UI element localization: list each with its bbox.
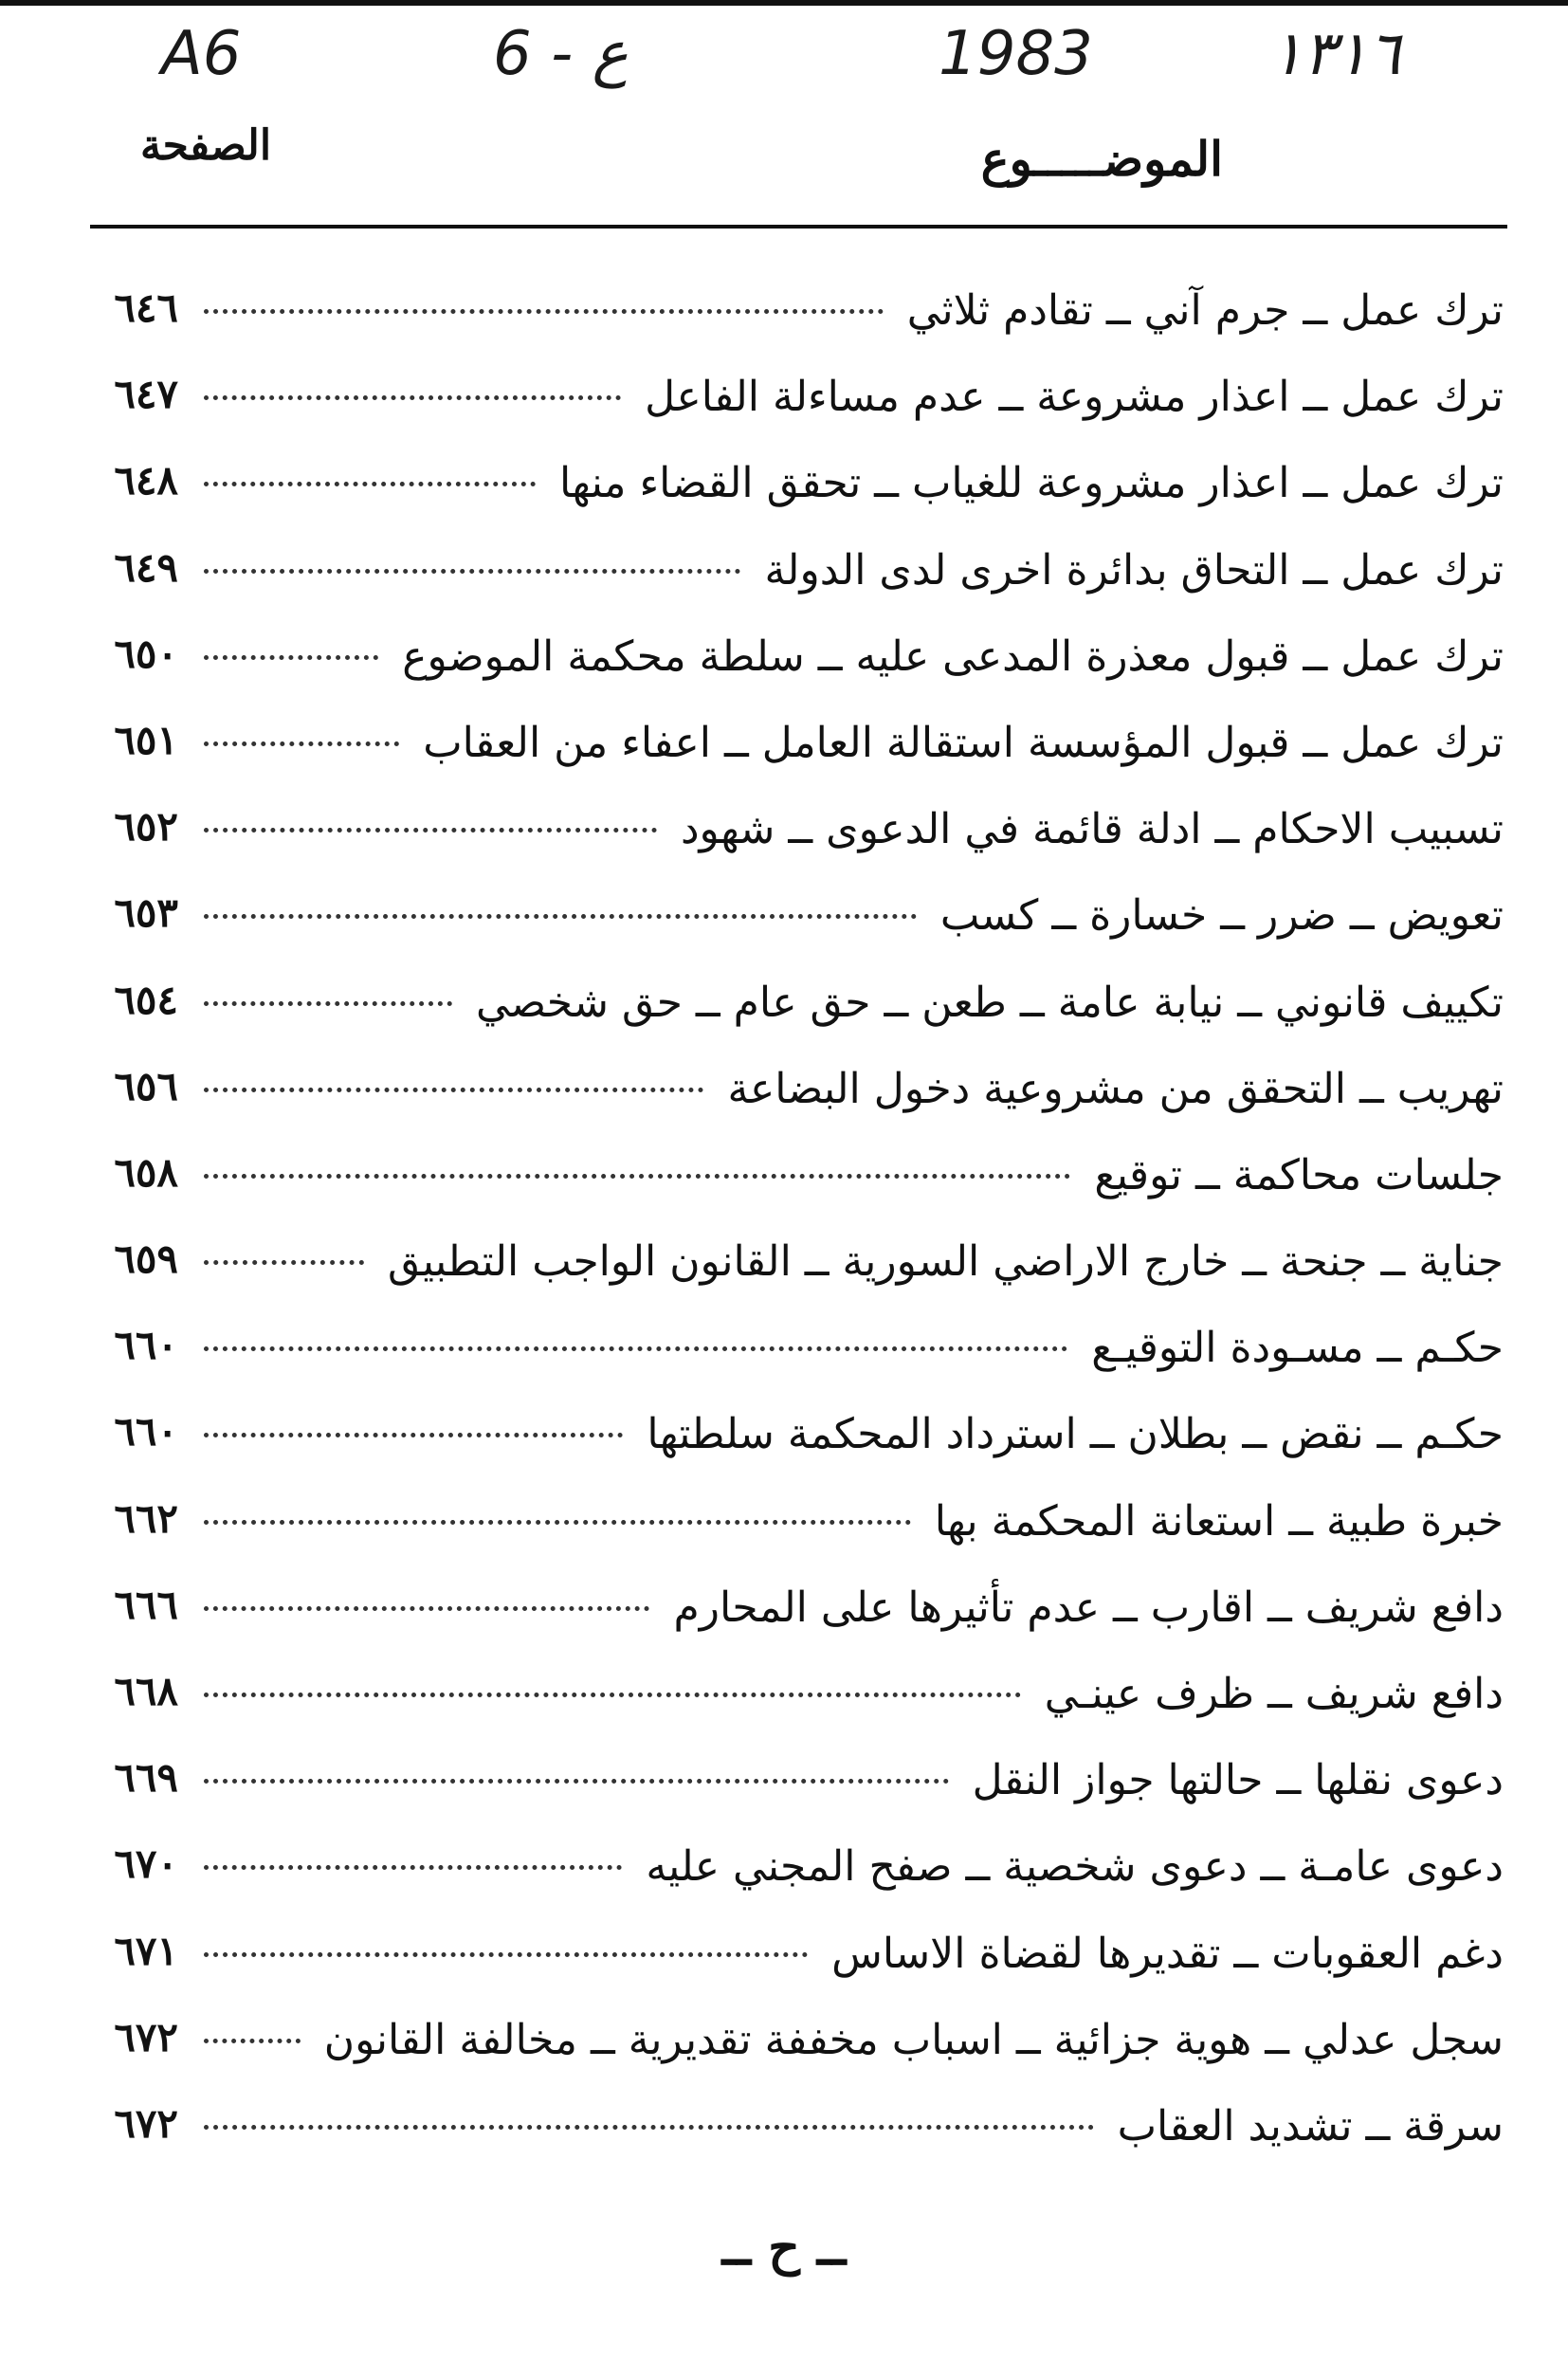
entry-page-number: ٦٤٧ [114,371,178,418]
entry-subject: ترك عمل ــ قبول معذرة المدعى عليه ــ سلطة محكمة الموضوع [402,631,1504,681]
dotted-leader [204,1253,364,1265]
dotted-leader [204,302,884,314]
dotted-leader [204,1858,622,1870]
index-entry-row [0,2091,1568,2177]
index-entry-row [0,794,1568,880]
entry-subject: خبرة طبية ــ استعانة المحكمة بها [934,1496,1504,1546]
entry-page-number: ٦٦٠ [114,1322,178,1369]
index-entry-row [0,361,1568,448]
entry-subject: جلسات محاكمة ــ توقيع [1094,1150,1504,1199]
index-entry-row [0,1745,1568,1831]
index-entry-row [0,275,1568,361]
table-header [133,114,1507,199]
index-entry-row [0,880,1568,966]
handwritten-note-4: ١٣١٦ [1270,19,1401,89]
entry-subject: ترك عمل ــ قبول المؤسسة استقالة العامل ــ اعفاء من العقاب [423,718,1504,767]
entry-page-number: ٦٥١ [114,716,178,763]
index-entry-row [0,1486,1568,1572]
entry-subject: دعوى عامـة ــ دعوى شخصية ــ صفح المجني عليه [646,1842,1504,1892]
page-column-heading: الصفحة [140,121,272,170]
index-entry-row [0,621,1568,707]
dotted-leader [204,1771,949,1784]
index-entry-list [0,275,1568,2177]
entry-page-number: ٦٦٨ [114,1668,178,1714]
entry-subject: ترك عمل ــ اعذار مشروعة للغياب ــ تحقق القضاء منها [558,459,1504,508]
index-entry-row [0,448,1568,534]
dotted-leader [204,2117,1094,2130]
dotted-leader [204,648,378,660]
entry-page-number: ٦٦٢ [114,1494,178,1542]
top-border-line [0,0,1568,6]
index-entry-row [0,1312,1568,1399]
dotted-leader [204,994,452,1006]
index-entry-row [0,967,1568,1053]
entry-page-number: ٦٥٩ [114,1235,178,1283]
entry-page-number: ٦٦٦ [114,1581,178,1628]
dotted-leader [204,388,621,400]
index-entry-row [0,2004,1568,2091]
entry-page-number: ٦٥٠ [114,630,178,677]
entry-subject: دافع شريف ــ اقارب ــ عدم تأثيرها على المحارم [673,1583,1504,1632]
entry-subject: دافع شريف ــ ظرف عينـي [1044,1670,1504,1718]
index-entry-row [0,1918,1568,2004]
entry-page-number: ٦٤٨ [114,457,178,504]
dotted-leader [204,906,917,919]
dotted-leader [204,1685,1021,1697]
dotted-leader [204,1425,623,1437]
index-entry-row [0,1226,1568,1312]
dotted-leader [204,1339,1067,1351]
dotted-leader [204,1166,1070,1179]
entry-page-number: ٦٥٢ [114,803,178,851]
entry-subject: سرقة ــ تشديد العقاب [1117,2101,1504,2151]
entry-subject: حكـم ــ مسـودة التوقيـع [1091,1324,1504,1373]
subject-column-heading: الموضـــــوع [980,131,1223,187]
entry-subject: دغم العقوبات ــ تقديرها لقضاة الاساس [831,1929,1504,1978]
entry-subject: ترك عمل ــ جرم آني ــ تقادم ثلاثي [906,286,1504,335]
dotted-leader [204,1945,808,1957]
entry-subject: تكييف قانوني ــ نيابة عامة ــ طعن ــ حق عام ــ حق شخصي [475,978,1504,1027]
entry-page-number: ٦٧١ [114,1927,178,1974]
index-entry-row [0,707,1568,794]
entry-page-number: ٦٧٢ [114,2013,178,2060]
dotted-leader [204,1512,911,1525]
index-entry-row [0,1572,1568,1658]
dotted-leader [204,2031,301,2043]
dotted-leader [204,820,657,833]
entry-subject: تهريب ــ التحقق من مشروعية دخول البضاعة [727,1064,1504,1113]
index-entry-row [0,1140,1568,1226]
index-entry-row [0,535,1568,621]
index-entry-row [0,1831,1568,1917]
entry-page-number: ٦٧٠ [114,1840,178,1888]
entry-page-number: ٦٦٩ [114,1754,178,1802]
entry-page-number: ٦٥٦ [114,1062,178,1109]
entry-subject: سجل عدلي ــ هوية جزائية ــ اسباب مخففة تقديرية ــ مخالفة القانون [323,2015,1504,2064]
entry-subject: ترك عمل ــ التحاق بدائرة اخرى لدى الدولة [764,545,1504,595]
header-divider [90,225,1507,229]
index-entry-row [0,1399,1568,1485]
entry-subject: ترك عمل ــ اعذار مشروعة ــ عدم مساءلة الفاعل [645,373,1504,422]
index-entry-row [0,1053,1568,1140]
entry-subject: تعويض ــ ضرر ــ خسارة ــ كسب [939,891,1504,941]
entry-page-number: ٦٤٩ [114,543,178,591]
dotted-leader [204,1080,703,1092]
entry-subject: تسبيب الاحكام ــ ادلة قائمة في الدعوى ــ شهود [680,805,1504,854]
entry-subject: حكـم ــ نقض ــ بطلان ــ استرداد المحكمة سلطتها [647,1410,1504,1459]
handwritten-note-2: 6 - ع [493,19,629,89]
dotted-leader [204,734,399,746]
entry-page-number: ٦٦٠ [114,1408,178,1455]
handwritten-note-1: A6 [161,19,242,89]
entry-page-number: ٦٥٣ [114,889,178,937]
dotted-leader [204,561,740,574]
dotted-leader [204,474,536,486]
index-entry-row [0,1658,1568,1745]
dotted-leader [204,1599,649,1611]
entry-page-number: ٦٤٦ [114,284,178,331]
entry-subject: دعوى نقلها ــ حالتها جواز النقل [972,1756,1504,1805]
entry-page-number: ٦٥٨ [114,1148,178,1196]
page-number-footer: ــ ح ــ [721,2219,847,2277]
entry-subject: جناية ــ جنحة ــ خارج الاراضي السورية ــ القانون الواجب التطبيق [388,1237,1504,1287]
entry-page-number: ٦٧٢ [114,2099,178,2147]
entry-page-number: ٦٥٤ [114,976,178,1023]
handwritten-note-3: 1983 [939,19,1093,89]
